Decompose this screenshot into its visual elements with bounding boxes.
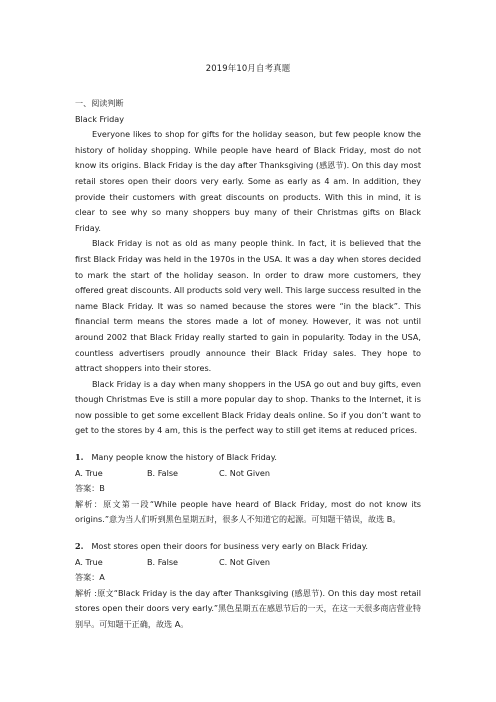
option-a: A. True (75, 556, 103, 567)
option-c: C. Not Given (219, 467, 270, 478)
paragraph: Black Friday is not as old as many people think. In fact, it is believed that the first Black Friday was held in the 1970s in the USA. It was a day when stores decided to mark the start of the holiday season. In order to draw more customers, they offered great discounts. All products sold very well. This large success resulted in the name Black Friday. It was so named because the stores were “in the black”. This financial term means the stores made a lot of money. However, it was not until around 2002 that Black Friday really started to gain in popularity. Today in the USA, countless advertisers proudly announce their Black Friday sales. They hope to attract shoppers into their stores. (75, 238, 421, 374)
explanation: 解析 :原文“Black Friday is the day after Thanksgiving (感恩节). On this day most retail stores open their doors very early.”黑色星期五在感恩节后的一天，在这一天很多商店营业特别早。可知题干正确，故选 A。 (75, 587, 421, 629)
passage-title: Black Friday (75, 113, 125, 124)
option-b: B. False (147, 467, 179, 478)
document-body (75, 96, 421, 633)
option-c: C. Not Given (219, 556, 270, 567)
question-text: Many people know the history of Black Friday. (91, 452, 277, 463)
question-number: 1. (75, 452, 84, 463)
answer: 答案：B (75, 483, 105, 494)
option-b: B. False (147, 556, 179, 567)
question-2 (75, 539, 421, 555)
paragraph: Black Friday is a day when many shoppers in the USA go out and buy gifts, even though Christmas Eve is still a more popular day to shop. Thanks to the Internet, it is now possible to get some excellent Black Friday deals online. So if you don’t want to get to the stores by 4 am, this is the perfect way to still get items at reduced prices. (75, 378, 421, 436)
question-2-options (75, 555, 421, 571)
answer: 答案：A (75, 572, 105, 583)
paragraph: Everyone likes to shop for gifts for the holiday season, but few people know the history of holiday shopping. While people have heard of Black Friday, most do not know its origins. Black Friday is the day after Thanksgiving (感恩节). On this day most retail stores open their doors very early. Some as early as 4 am. In addition, they provide their customers with great discounts on products. With this in mind, it is clear to see why so many shoppers buy many of their Christmas gifts on Black Friday. (75, 129, 421, 233)
section-heading: 一、阅读判断 (75, 98, 124, 108)
question-1 (75, 450, 421, 466)
option-a: A. True (75, 467, 103, 478)
explanation: 解析：原文第一段“While people have heard of Black Friday, most do not know its origins.”意为当人们听到黑色星期五时，很多人不知道它的起源。可知题干错误，故选 B。 (75, 498, 421, 525)
question-1-options (75, 466, 421, 482)
question-number: 2. (75, 541, 84, 552)
question-text: Most stores open their doors for business very early on Black Friday. (91, 541, 368, 552)
page-title: 2019年10月自考真题 (205, 63, 291, 73)
